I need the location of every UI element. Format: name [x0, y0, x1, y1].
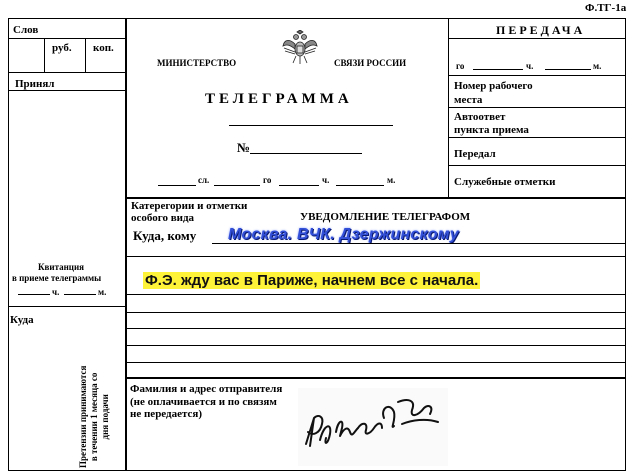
autoanswer-label-2: пункта приема	[454, 124, 529, 136]
left-column-divider	[125, 18, 127, 470]
receipt-hours: ч.	[52, 287, 60, 297]
receipt-minutes: м.	[98, 287, 107, 297]
form-code: Ф.ТГ-1а	[585, 2, 627, 14]
slov-label: Слов	[13, 24, 39, 36]
prinyal-label: Принял	[15, 78, 55, 90]
sender-label-2: (не оплачивается и по связям	[130, 396, 277, 408]
peredacha-header: ПЕРЕДАЧА	[496, 23, 586, 37]
frame-bottom	[8, 470, 626, 471]
service-marks-label: Служебные отметки	[454, 176, 556, 188]
frame-left	[8, 18, 9, 470]
right-column-divider	[448, 18, 449, 198]
eagle-emblem	[281, 30, 319, 66]
address-handwriting: Москва. ВЧК. Дзержинскому	[228, 226, 459, 243]
sender-label-3: не передается)	[130, 408, 203, 420]
receipt-subtitle: в приеме телеграммы	[12, 273, 102, 283]
kop-label: коп.	[93, 42, 114, 54]
signature-image	[298, 388, 448, 466]
claims-text: Претензии принимаются в течении 1 месяца со дня подачи	[78, 365, 110, 468]
frame-top	[8, 18, 625, 19]
number-sign: №	[237, 140, 251, 155]
categories-label-2: особого вида	[131, 212, 195, 224]
categories-label-1: Катерегории и отметки	[131, 200, 248, 212]
notification-text: УВЕДОМЛЕНИЕ ТЕЛЕГРАФОМ	[300, 211, 471, 223]
peredal-label: Передал	[454, 148, 496, 160]
receipt-title: Квитанция	[38, 262, 85, 272]
autoanswer-label-1: Автоответ	[454, 111, 506, 123]
workplace-label-2: места	[454, 94, 483, 106]
kuda-komu-label: Куда, кому	[133, 228, 197, 243]
workplace-label-1: Номер рабочего	[454, 80, 533, 92]
ministry-left: МИНИСТЕРСТВО	[157, 58, 237, 68]
sender-label-1: Фамилия и адрес отправителя	[130, 383, 283, 395]
frame-right	[625, 18, 626, 470]
kuda-label: Куда	[10, 314, 34, 326]
message-text: Ф.Э. жду вас в Париже, начнем все с начала.	[145, 272, 479, 289]
rub-label: руб.	[52, 42, 72, 54]
ministry-right: СВЯЗИ РОССИИ	[334, 58, 407, 68]
telegram-title: ТЕЛЕГРАММА	[205, 91, 353, 107]
